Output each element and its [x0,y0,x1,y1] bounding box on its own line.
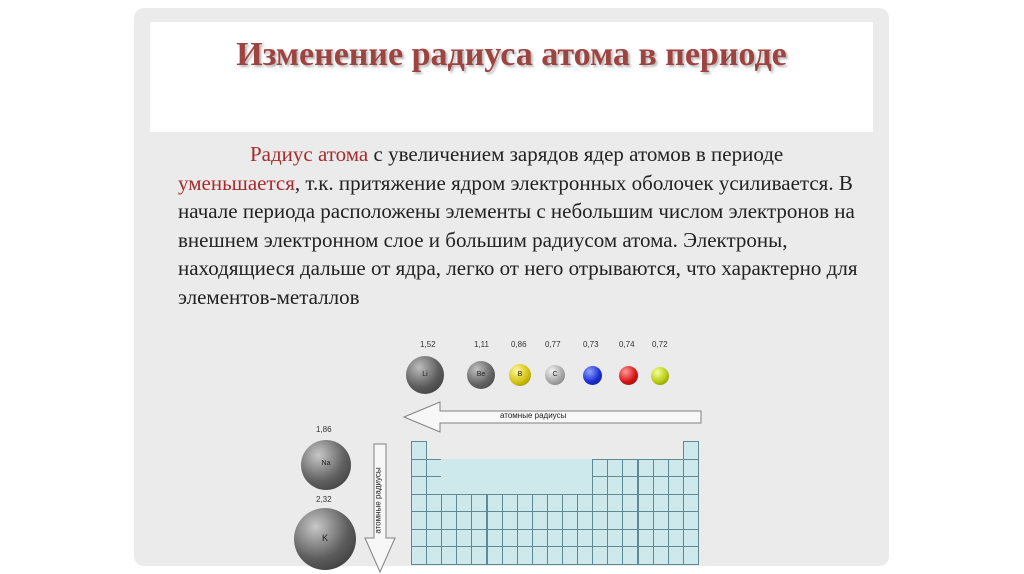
table-cell [607,494,623,513]
table-cell [622,511,638,530]
table-cell [456,546,472,565]
table-cell [426,529,442,548]
table-cell [411,546,427,565]
table-cell [638,511,654,530]
atom-c-symbol: C [552,371,558,378]
table-cell [668,546,684,565]
table-cell [411,511,427,530]
table-block [517,476,533,495]
table-block [487,459,503,478]
table-block [532,476,548,495]
table-cell [441,511,457,530]
table-cell [441,529,457,548]
table-cell [441,494,457,513]
table-block [471,476,487,495]
table-cell [426,459,442,478]
table-cell [592,546,608,565]
table-cell [562,546,578,565]
table-cell [547,529,563,548]
table-cell [653,511,669,530]
radius-value-f: 0,72 [652,340,668,349]
table-cell [622,529,638,548]
table-cell [471,511,487,530]
table-cell [577,511,593,530]
radius-value-b: 0,86 [511,340,527,349]
table-cell [668,511,684,530]
table-block [502,476,518,495]
horizontal-arrow-label: атомные радиусы [500,411,567,420]
table-cell [683,441,699,460]
atom-n-sphere [583,366,602,385]
table-cell [592,476,608,495]
table-cell [638,494,654,513]
table-block [502,459,518,478]
vertical-arrow-label: атомные радиусы [373,467,383,534]
table-cell [502,529,518,548]
table-block [577,476,593,495]
atom-b-symbol: B [517,371,523,378]
radius-value-li: 1,52 [420,340,436,349]
table-cell [683,511,699,530]
atom-f-sphere [651,367,669,385]
table-cell [517,494,533,513]
table-cell [471,494,487,513]
radius-value-o: 0,74 [619,340,635,349]
term-decreases: уменьшается [178,170,295,195]
table-block [456,476,472,495]
table-cell [502,494,518,513]
table-cell [668,494,684,513]
table-cell [622,476,638,495]
table-cell [426,546,442,565]
table-cell [592,529,608,548]
table-block [441,476,457,495]
body-paragraph [178,140,868,311]
table-cell [668,529,684,548]
table-cell [562,494,578,513]
table-block [532,459,548,478]
table-cell [532,546,548,565]
table-cell [668,476,684,495]
table-cell [411,441,427,460]
table-cell [622,494,638,513]
table-cell [577,546,593,565]
table-cell [607,459,623,478]
table-cell [411,529,427,548]
table-block [562,459,578,478]
table-cell [683,529,699,548]
table-cell [441,546,457,565]
table-block [456,459,472,478]
radius-value-c: 0,77 [545,340,561,349]
table-cell [577,494,593,513]
table-cell [547,546,563,565]
table-cell [668,459,684,478]
radius-value-k: 2,32 [316,495,332,504]
table-cell [683,546,699,565]
table-cell [517,529,533,548]
table-cell [411,459,427,478]
table-cell [607,511,623,530]
table-block [441,459,457,478]
table-cell [517,511,533,530]
table-block [577,459,593,478]
table-cell [456,494,472,513]
atom-na-symbol: Na [321,460,331,467]
table-cell [456,529,472,548]
table-cell [411,494,427,513]
table-cell [547,511,563,530]
table-cell [471,529,487,548]
table-cell [592,459,608,478]
table-block [487,476,503,495]
table-cell [426,494,442,513]
atom-o-sphere [619,366,638,385]
atom-k-symbol: K [321,533,328,543]
table-cell [638,529,654,548]
table-cell [653,476,669,495]
table-cell [487,529,503,548]
table-cell [502,546,518,565]
radius-value-n: 0,73 [583,340,599,349]
table-cell [683,494,699,513]
table-cell [487,494,503,513]
table-cell [487,546,503,565]
table-cell [577,529,593,548]
table-cell [532,511,548,530]
table-cell [607,529,623,548]
atom-be-symbol: Be [476,371,486,378]
table-cell [426,476,442,495]
table-cell [607,546,623,565]
table-cell [517,546,533,565]
table-block [471,459,487,478]
table-cell [562,529,578,548]
table-cell [607,476,623,495]
table-cell [547,494,563,513]
table-block [547,476,563,495]
radius-value-be: 1,11 [474,340,489,349]
table-cell [411,476,427,495]
table-block [562,476,578,495]
table-cell [456,511,472,530]
table-cell [622,546,638,565]
table-cell [622,459,638,478]
paragraph-text-2: , т.к. притяжение ядром электронных оболочек усиливается. В начале периода расположены элементы с небольшим числом электронов на внешнем электронном слое и большим радиусом атома. Электроны, находящиеся дальше от ядра, легко от него отрываются, что характерно для элементов-металлов [178,170,858,309]
table-cell [532,529,548,548]
radius-value-na: 1,86 [316,425,332,434]
table-cell [638,546,654,565]
table-cell [532,494,548,513]
paragraph-text-1: с увеличением зарядов ядер атомов в периоде [368,142,784,166]
table-cell [426,511,442,530]
slide-title: Изменение радиуса атома в периоде [236,36,787,73]
table-cell [471,546,487,565]
table-block [517,459,533,478]
table-cell [683,459,699,478]
table-cell [653,494,669,513]
table-block [547,459,563,478]
atom-li-symbol: Li [422,371,428,378]
table-cell [562,511,578,530]
table-cell [683,476,699,495]
term-atomic-radius: Радиус атома [250,142,369,166]
table-cell [638,476,654,495]
table-cell [653,459,669,478]
table-cell [592,494,608,513]
table-cell [653,546,669,565]
table-cell [502,511,518,530]
table-cell [638,459,654,478]
table-cell [592,511,608,530]
table-cell [487,511,503,530]
table-cell [653,529,669,548]
